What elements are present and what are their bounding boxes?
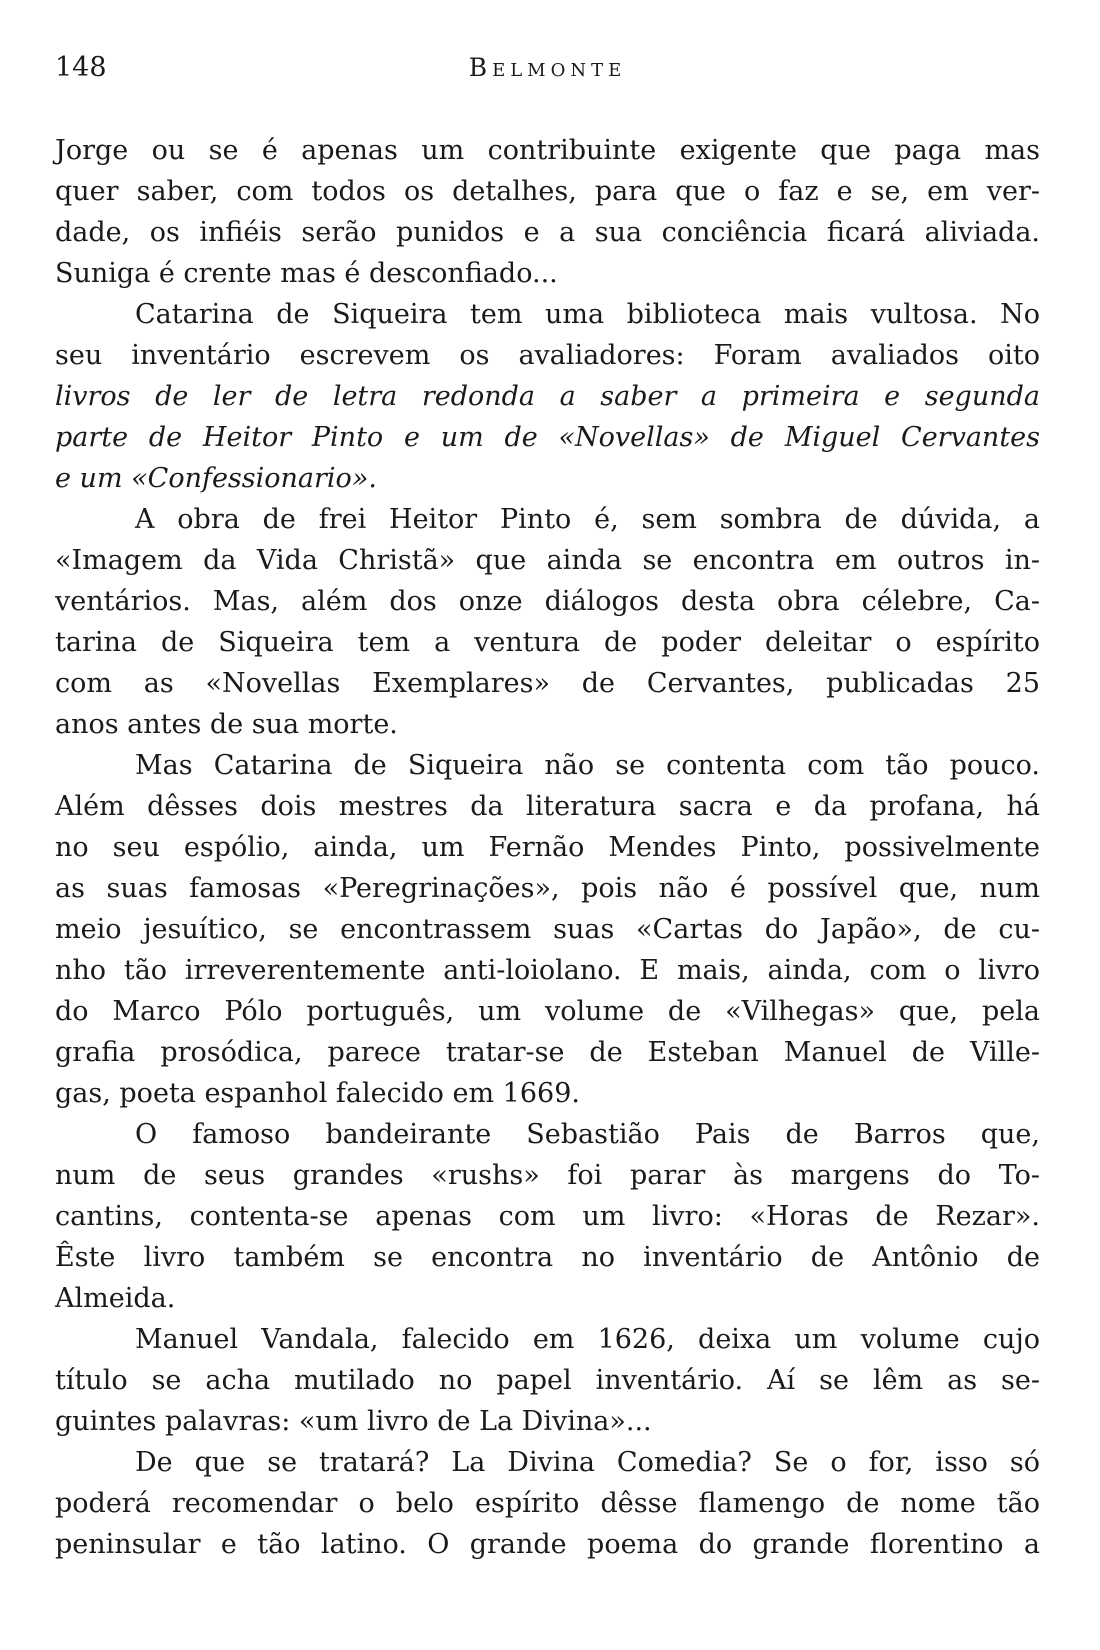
text-line: Êste livro também se encontra no inventário de Antônio de: [55, 1242, 1040, 1273]
text-line: A obra de frei Heitor Pinto é, sem sombra de dúvida, a: [135, 504, 1040, 535]
text-line: Suniga é crente mas é desconfiado...: [55, 258, 558, 289]
text-line: do Marco Pólo português, um volume de «Vilhegas» que, pela: [55, 996, 1040, 1027]
text-line: nho tão irreverentemente anti-loiolano. E mais, ainda, com o livro: [55, 955, 1040, 986]
text-line: num de seus grandes «rushs» foi parar às margens do To-: [55, 1160, 1040, 1191]
text-line: parte de Heitor Pinto e um de «Novellas» de Miguel Cervantes: [55, 422, 1040, 453]
text-line: dade, os infiéis serão punidos e a sua conciência ficará aliviada.: [55, 217, 1040, 248]
text-line: Almeida.: [55, 1283, 176, 1314]
text-line: grafia prosódica, parece tratar-se de Esteban Manuel de Ville-: [55, 1037, 1040, 1068]
text-line: «Imagem da Vida Christã» que ainda se encontra em outros in-: [55, 545, 1040, 576]
text-line: com as «Novellas Exemplares» de Cervantes, publicadas 25: [55, 668, 1040, 699]
text-line: ventários. Mas, além dos onze diálogos desta obra célebre, Ca-: [55, 586, 1040, 617]
text-line: guintes palavras: «um livro de La Divina»...: [55, 1406, 652, 1437]
text-line: Jorge ou se é apenas um contribuinte exigente que paga mas: [55, 135, 1040, 166]
text-line: as suas famosas «Peregrinações», pois não é possível que, num: [55, 873, 1040, 904]
text-line: livros de ler de letra redonda a saber a primeira e segunda: [55, 381, 1040, 412]
text-line: Catarina de Siqueira tem uma biblioteca mais vultosa. No: [135, 299, 1040, 330]
text-line: seu inventário escrevem os avaliadores: Foram avaliados oito: [55, 340, 1040, 371]
text-line: De que se tratará? La Divina Comedia? Se o for, isso só: [135, 1447, 1040, 1478]
text-line: peninsular e tão latino. O grande poema do grande florentino a: [55, 1529, 1040, 1560]
text-line: tarina de Siqueira tem a ventura de poder deleitar o espírito: [55, 627, 1040, 658]
page-header: [55, 48, 1040, 88]
text-line: poderá recomendar o belo espírito dêsse flamengo de nome tão: [55, 1488, 1040, 1519]
text-line: O famoso bandeirante Sebastião Pais de Barros que,: [135, 1119, 1040, 1150]
page-number: 148: [55, 52, 107, 83]
text-line: quer saber, com todos os detalhes, para que o faz e se, em ver-: [55, 176, 1040, 207]
text-line: anos antes de sua morte.: [55, 709, 398, 740]
body-text: [55, 130, 1040, 1565]
running-head: Belmonte: [468, 53, 627, 82]
text-line: cantins, contenta-se apenas com um livro: «Horas de Rezar».: [55, 1201, 1040, 1232]
text-line: título se acha mutilado no papel inventário. Aí se lêm as se-: [55, 1365, 1040, 1396]
text-line: Mas Catarina de Siqueira não se contenta com tão pouco.: [135, 750, 1040, 781]
text-line: no seu espólio, ainda, um Fernão Mendes Pinto, possivelmente: [55, 832, 1040, 863]
text-line: gas, poeta espanhol falecido em 1669.: [55, 1078, 580, 1109]
text-line: Além dêsses dois mestres da literatura sacra e da profana, há: [55, 791, 1040, 822]
text-line: e um «Confessionario».: [55, 463, 377, 494]
text-line: Manuel Vandala, falecido em 1626, deixa um volume cujo: [135, 1324, 1040, 1355]
text-line: meio jesuítico, se encontrassem suas «Cartas do Japão», de cu-: [55, 914, 1040, 945]
